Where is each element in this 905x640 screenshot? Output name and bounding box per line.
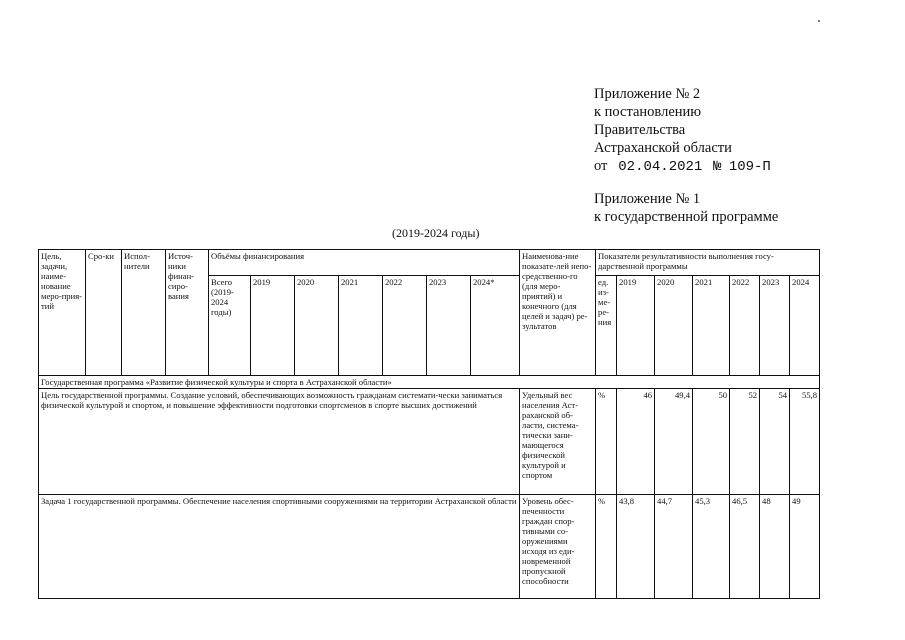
government-label: Правительства [594,122,686,138]
goal-text: Цель государственной программы. Создание условий, обеспечивающих возможность гражданам системати-чески заниматься физической культурой и спортом, и повышение эффективности подготовки спортсменов в спорте высших достижений [39,389,520,495]
region-label: Астраханской области [594,140,732,156]
header-ind-year: 2024 [790,276,820,376]
document-date: 02.04.2021 [618,159,703,175]
header-fund-year: 2020 [295,276,339,376]
header-unit: ед. из-ме-ре-ния [596,276,617,376]
indicator-value: 46,5 [730,495,760,599]
unit-cell: % [596,389,617,495]
header-total: Всего (2019-2024 годы) [209,276,251,376]
program-table [38,249,820,599]
header-sources: Источ-ники финан-сиро-вания [166,250,209,376]
header-indicators: Показатели результативности выполнения госу-дарственной программы [596,250,820,276]
number-sign: № [713,159,722,175]
program-title-row [39,376,820,389]
header-ind-year: 2020 [655,276,693,376]
indicator-value: 55,8 [790,389,820,495]
header-row-1 [39,250,820,276]
document-number: 109-П [728,159,771,175]
header-terms: Сро-ки [86,250,122,376]
header-ind-year: 2022 [730,276,760,376]
header-ind-year: 2019 [617,276,655,376]
indicator-value: 49 [790,495,820,599]
indicator-value: 49,4 [655,389,693,495]
header-fund-year: 2021 [339,276,383,376]
resolution-label: к постановлению [594,104,702,120]
indicator-value: 52 [730,389,760,495]
indicator-name: Уровень обес-печенности граждан спор-тивными со-оружениями исходя из еди-новременной пропускной способности [520,495,596,599]
indicator-value: 46 [617,389,655,495]
indicator-value: 45,3 [693,495,730,599]
indicator-value: 54 [760,389,790,495]
unit-cell: % [596,495,617,599]
indicator-value: 44,7 [655,495,693,599]
indicator-value: 50 [693,389,730,495]
header-fund-year: 2022 [383,276,427,376]
header-ind-year: 2021 [693,276,730,376]
program-title: Государственная программа «Развитие физической культуры и спорта в Астраханской области» [39,376,820,389]
appendix-2-label: Приложение № 2 [594,86,701,102]
header-fund-year: 2019 [251,276,295,376]
program-label: к государственной программе [594,209,779,225]
scan-speck [818,20,820,22]
header-fund-year: 2024* [471,276,520,376]
header-indicator-name: Наименова-ние показате-лей непо-средственно-го (для меро-приятий) и конечного (для целей и задач) ре-зультатов [520,250,596,376]
date-prefix: от [594,158,608,174]
appendix-1-label: Приложение № 1 [594,191,701,207]
appendix-header [594,85,778,226]
indicator-value: 43,8 [617,495,655,599]
table-row [39,495,820,599]
header-goal: Цель, задачи, наиме-нование меро-прия-тий [39,250,86,376]
table-row [39,389,820,495]
header-funding: Объёмы финансирования [209,250,520,276]
date-line [594,157,778,176]
period-subtitle: (2019-2024 годы) [392,226,480,240]
header-executors: Испол-нители [122,250,166,376]
task-text: Задача 1 государственной программы. Обеспечение населения спортивными сооружениями на территории Астраханской области [39,495,520,599]
header-fund-year: 2023 [427,276,471,376]
indicator-name: Удельный вес населения Аст-раханской об-ласти, система-тически зани-мающегося физической культурой и спортом [520,389,596,495]
indicator-value: 48 [760,495,790,599]
header-ind-year: 2023 [760,276,790,376]
